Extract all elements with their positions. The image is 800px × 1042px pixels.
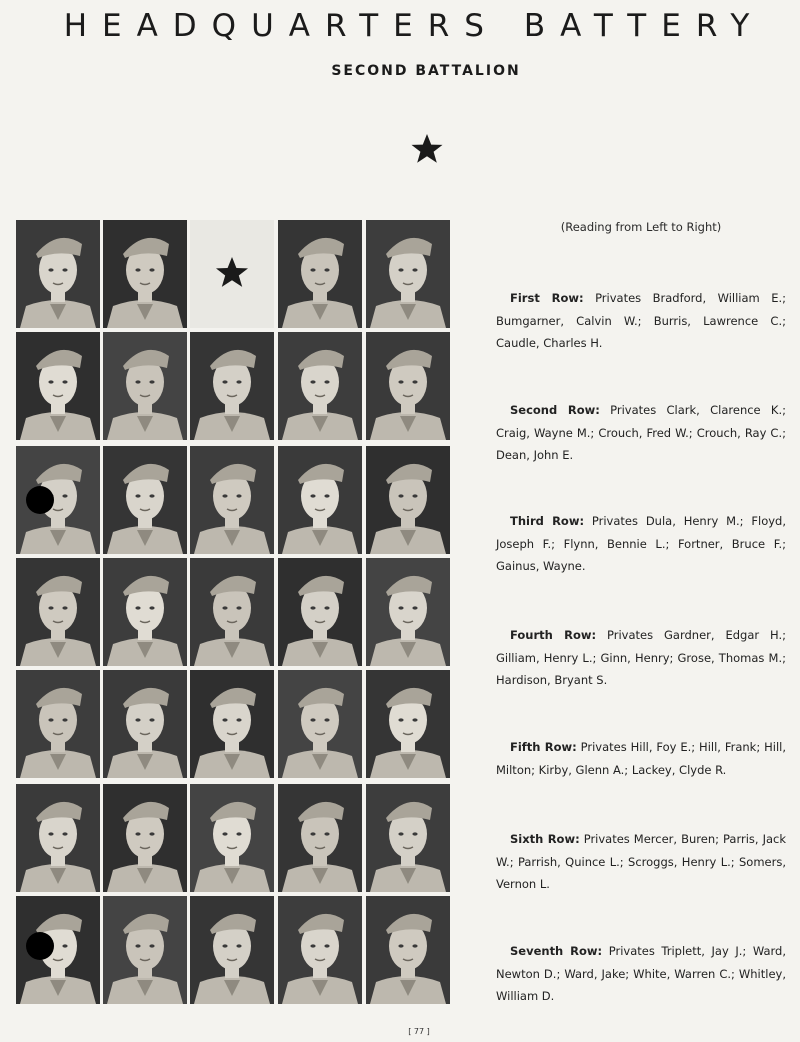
row-caption-label: Fifth Row: — [510, 740, 577, 754]
soldier-portrait — [16, 558, 100, 666]
portrait-grid — [16, 220, 456, 1010]
portrait-image — [366, 220, 450, 328]
soldier-portrait — [366, 446, 450, 554]
row-caption — [496, 287, 786, 355]
portrait-image — [16, 558, 100, 666]
row-caption-label: Second Row: — [510, 403, 600, 417]
soldier-portrait — [190, 784, 274, 892]
soldier-portrait — [278, 558, 362, 666]
soldier-portrait — [366, 332, 450, 440]
soldier-portrait — [103, 446, 187, 554]
page-number: [ 77 ] — [408, 1027, 430, 1036]
soldier-portrait — [366, 220, 450, 328]
portrait-image — [190, 784, 274, 892]
portrait-image — [366, 896, 450, 1004]
portrait-image — [190, 896, 274, 1004]
portrait-image — [16, 220, 100, 328]
soldier-portrait — [366, 670, 450, 778]
soldier-portrait — [16, 332, 100, 440]
soldier-portrait — [16, 670, 100, 778]
soldier-portrait — [103, 784, 187, 892]
row-caption-names: Privates Bradford, William E.; Bumgarner, Calvin W.; Burris, Lawrence C.; Caudle, Charles H. — [496, 291, 787, 350]
portrait-image — [190, 332, 274, 440]
row-caption-names: Privates Dula, Henry M.; Floyd, Joseph F.; Flynn, Bennie L.; Fortner, Bruce F.; Gainus, Wayne. — [496, 514, 786, 573]
star-icon — [190, 220, 274, 328]
row-caption — [496, 736, 786, 781]
portrait-image — [366, 670, 450, 778]
soldier-portrait — [278, 784, 362, 892]
row-caption — [496, 510, 786, 578]
portrait-image — [16, 670, 100, 778]
soldier-portrait — [103, 896, 187, 1004]
page-title: HEADQUARTERS BATTERY — [63, 8, 765, 44]
punch-hole — [26, 932, 54, 960]
star-icon — [410, 132, 444, 166]
portrait-image — [366, 558, 450, 666]
soldier-portrait — [190, 558, 274, 666]
row-caption-label: First Row: — [510, 291, 584, 305]
soldier-portrait — [103, 670, 187, 778]
reading-note: (Reading from Left to Right) — [560, 220, 722, 234]
row-caption-names: Privates Gardner, Edgar H.; Gilliam, Henry L.; Ginn, Henry; Grose, Thomas M.; Hardison, Bryant S. — [496, 628, 786, 687]
soldier-portrait — [103, 558, 187, 666]
portrait-image — [103, 446, 187, 554]
portrait-image — [278, 558, 362, 666]
portrait-image — [278, 332, 362, 440]
portrait-image — [278, 220, 362, 328]
page-subtitle: SECOND BATTALION — [331, 63, 521, 79]
row-caption — [496, 624, 786, 692]
soldier-portrait — [366, 784, 450, 892]
portrait-image — [190, 446, 274, 554]
portrait-image — [190, 558, 274, 666]
soldier-portrait — [16, 220, 100, 328]
row-caption — [496, 399, 786, 467]
row-caption-label: Fourth Row: — [510, 628, 597, 642]
soldier-portrait — [278, 896, 362, 1004]
portrait-image — [103, 784, 187, 892]
portrait-image — [190, 670, 274, 778]
soldier-portrait — [190, 670, 274, 778]
punch-hole — [26, 486, 54, 514]
soldier-portrait — [366, 896, 450, 1004]
portrait-image — [103, 332, 187, 440]
portrait-image — [16, 332, 100, 440]
portrait-image — [278, 784, 362, 892]
soldier-portrait — [190, 896, 274, 1004]
row-caption-label: Seventh Row: — [510, 944, 603, 958]
soldier-portrait — [366, 558, 450, 666]
soldier-portrait — [278, 220, 362, 328]
portrait-image — [103, 558, 187, 666]
portrait-image — [366, 332, 450, 440]
portrait-image — [103, 896, 187, 1004]
portrait-image — [366, 784, 450, 892]
row-caption-names: Privates Mercer, Buren; Parris, Jack W.; Parrish, Quince L.; Scroggs, Henry L.; Somers, Vernon L. — [496, 832, 787, 891]
soldier-portrait — [103, 220, 187, 328]
soldier-portrait — [190, 332, 274, 440]
row-caption-names: Privates Clark, Clarence K.; Craig, Wayne M.; Crouch, Fred W.; Crouch, Ray C.; Dean, John E. — [496, 403, 786, 462]
soldier-portrait — [278, 332, 362, 440]
soldier-portrait — [278, 670, 362, 778]
portrait-image — [278, 896, 362, 1004]
row-caption — [496, 828, 786, 896]
soldier-portrait — [278, 446, 362, 554]
soldier-portrait — [190, 446, 274, 554]
portrait-image — [103, 220, 187, 328]
star-placeholder — [190, 220, 274, 328]
portrait-image — [103, 670, 187, 778]
row-caption-names: Privates Hill, Foy E.; Hill, Frank; Hill, Milton; Kirby, Glenn A.; Lackey, Clyde R. — [496, 740, 786, 777]
soldier-portrait — [16, 784, 100, 892]
row-caption-names: Privates Triplett, Jay J.; Ward, Newton D.; Ward, Jake; White, Warren C.; Whitley, William D. — [496, 944, 786, 1003]
row-caption-label: Sixth Row: — [510, 832, 580, 846]
soldier-portrait — [103, 332, 187, 440]
row-caption-label: Third Row: — [510, 514, 585, 528]
portrait-image — [366, 446, 450, 554]
row-caption — [496, 940, 786, 1008]
portrait-image — [278, 446, 362, 554]
portrait-image — [16, 784, 100, 892]
portrait-image — [278, 670, 362, 778]
